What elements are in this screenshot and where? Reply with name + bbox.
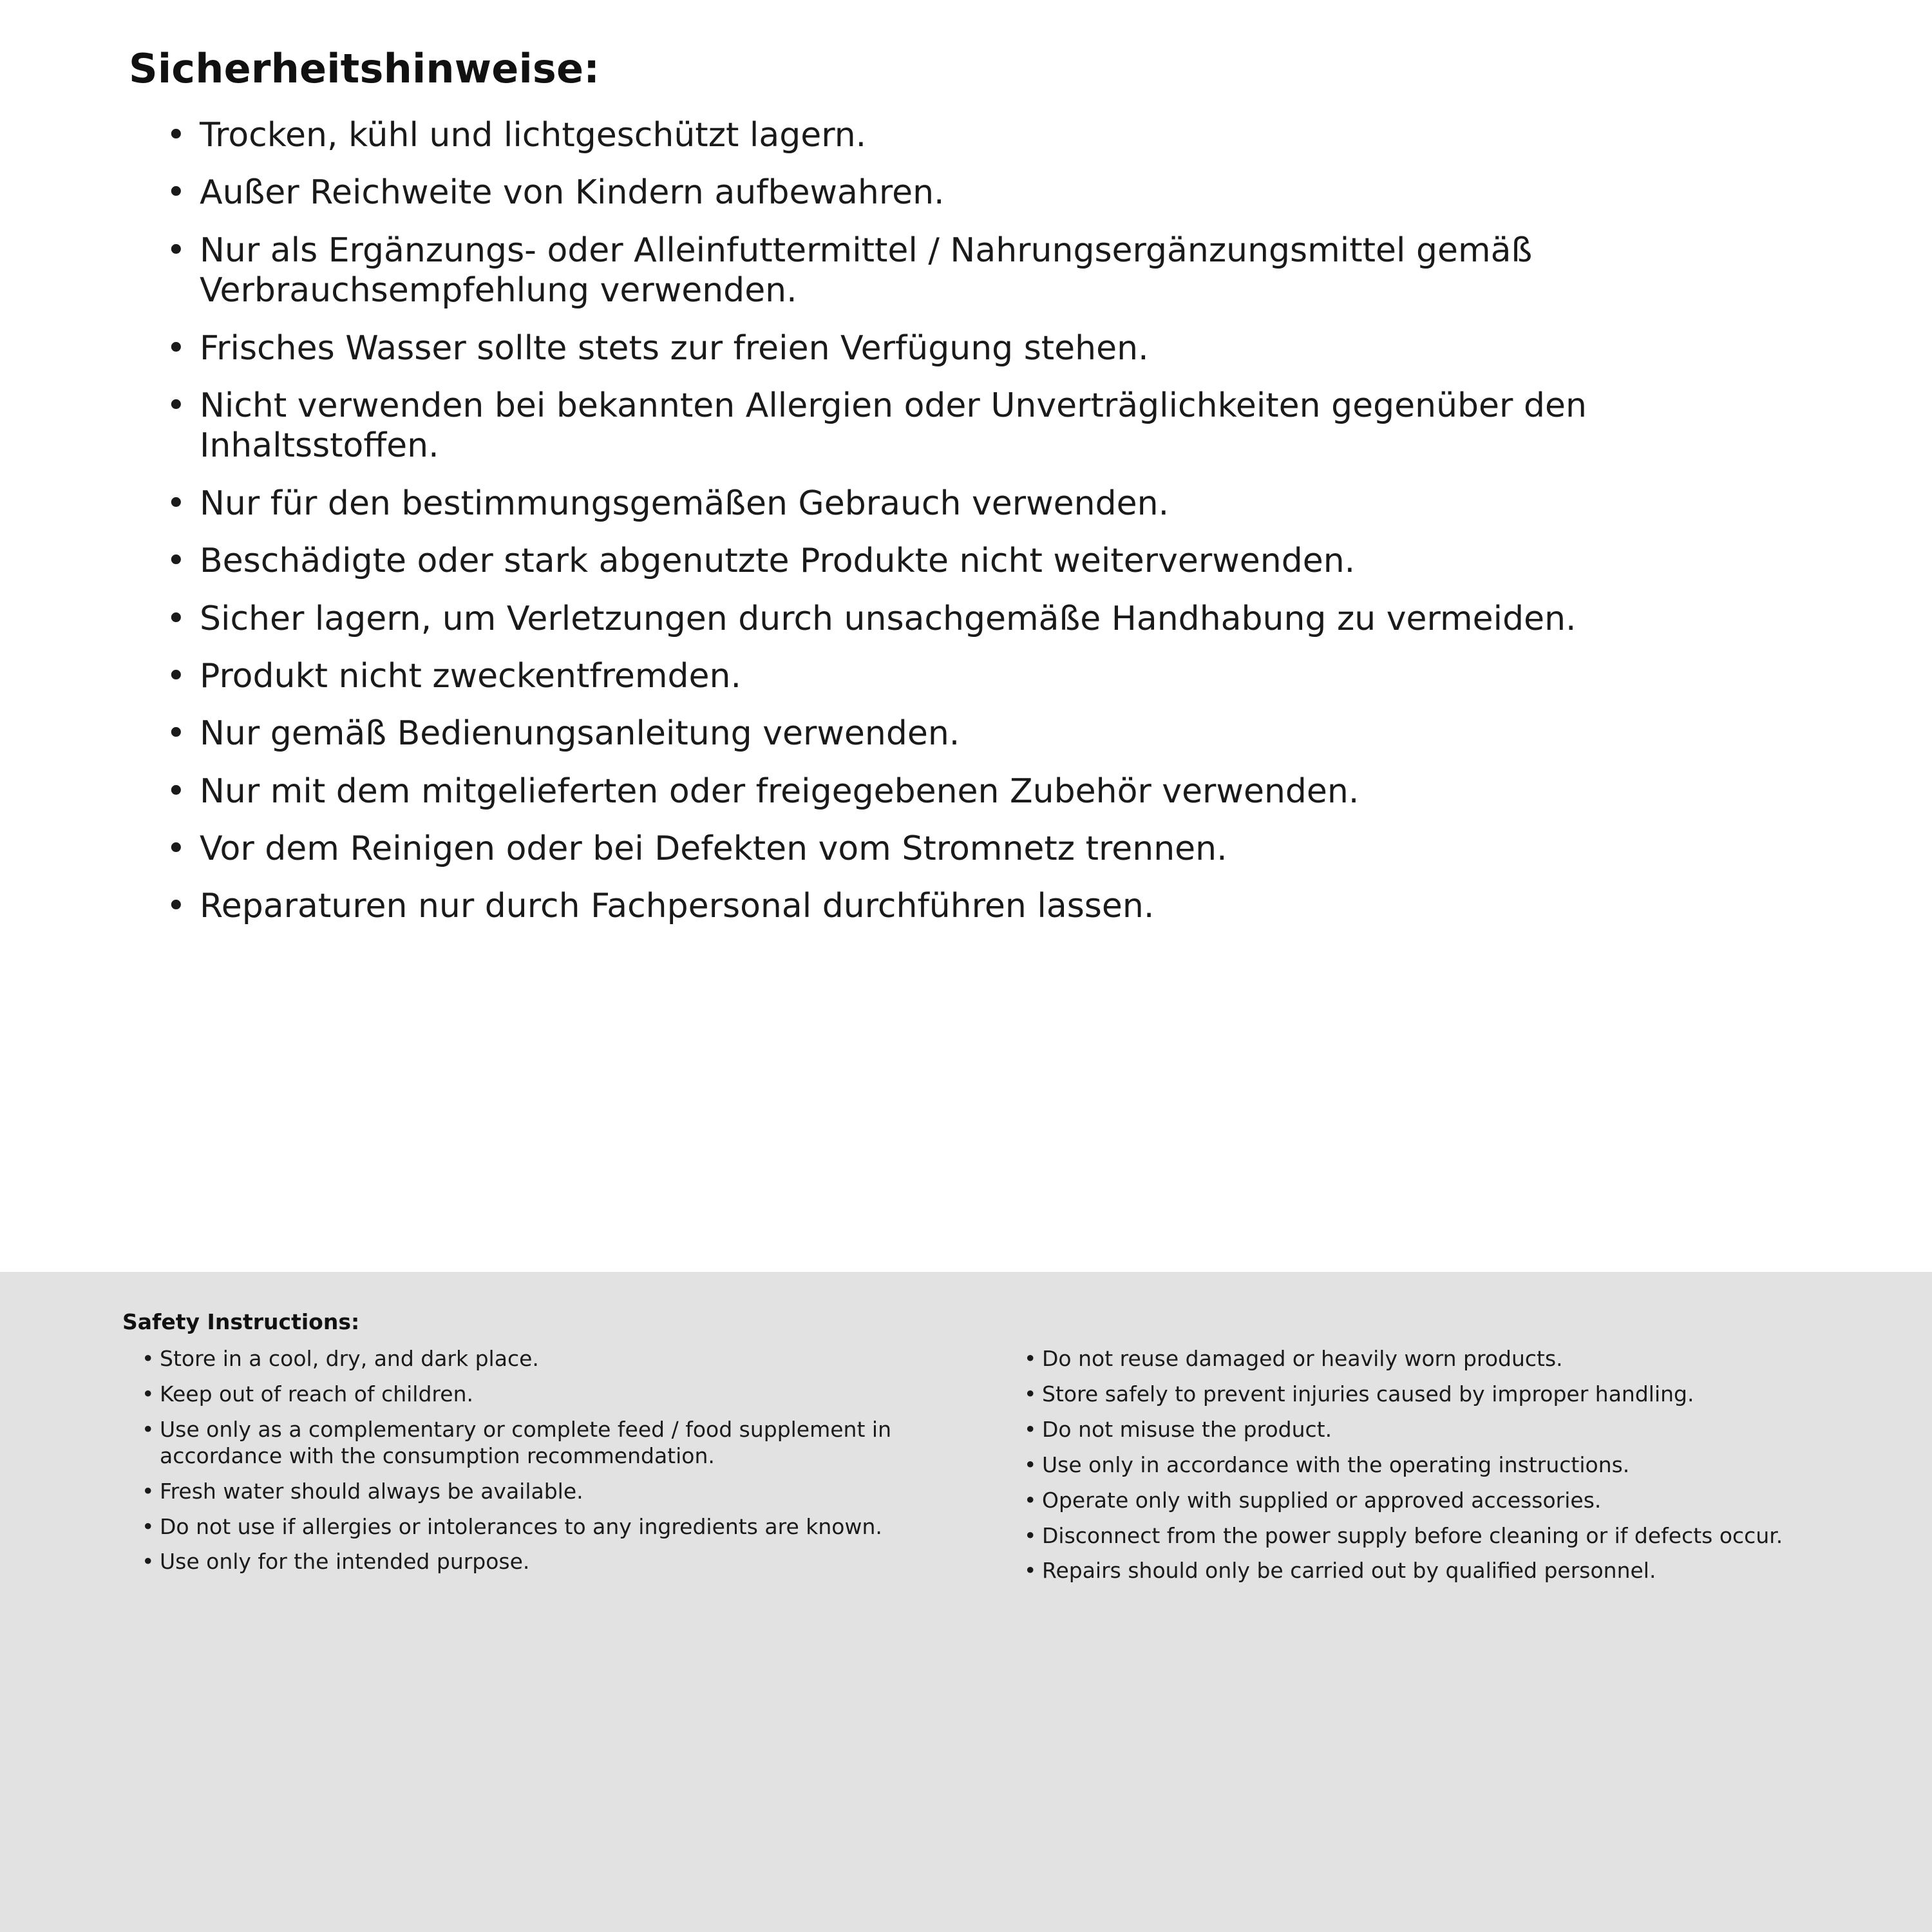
bullet-icon: • (166, 829, 186, 869)
list-item (1024, 1488, 1829, 1514)
list-item-text: Beschädigte oder stark abgenutzte Produkte nicht weiterverwenden. (200, 542, 1356, 581)
list-item (166, 173, 1823, 213)
english-safety-list (122, 1346, 1829, 1589)
list-item (166, 328, 1823, 368)
list-item-text: Vor dem Reinigen oder bei Defekten vom Stromnetz trennen. (200, 829, 1227, 869)
bullet-icon: • (166, 772, 186, 811)
list-item (166, 656, 1823, 696)
list-item (166, 231, 1823, 311)
list-item-text: Nur mit dem mitgelieferten oder freigegebenen Zubehör verwenden. (200, 772, 1359, 811)
bullet-icon: • (1024, 1487, 1037, 1513)
list-item (1024, 1346, 1829, 1372)
list-item-text: Produkt nicht zweckentfremden. (200, 656, 742, 696)
list-item (166, 829, 1823, 869)
list-item-text: Disconnect from the power supply before cleaning or if defects occur. (1042, 1522, 1783, 1548)
bullet-icon: • (142, 1381, 155, 1406)
english-section-title: Safety Instructions: (122, 1309, 360, 1334)
list-item (166, 599, 1823, 639)
list-item-text: Repairs should only be carried out by qualified personnel. (1042, 1558, 1656, 1584)
list-item-text: Fresh water should always be available. (160, 1478, 583, 1504)
bullet-icon: • (166, 656, 186, 696)
list-item (1024, 1381, 1829, 1408)
bullet-icon: • (1024, 1381, 1037, 1406)
list-item (142, 1346, 947, 1372)
list-item-text: Use only as a complementary or complete feed / food supplement in accordance with the consumption recommendation. (160, 1416, 891, 1468)
german-section-title: Sicherheitshinweise: (129, 45, 600, 92)
list-item-text: Reparaturen nur durch Fachpersonal durchführen lassen. (200, 887, 1155, 926)
list-item (166, 714, 1823, 753)
list-item (1024, 1417, 1829, 1443)
list-item (142, 1549, 947, 1575)
list-item (166, 886, 1823, 926)
bullet-icon: • (166, 116, 186, 155)
bullet-icon: • (1024, 1558, 1037, 1584)
list-item-text: Store safely to prevent injuries caused by improper handling. (1042, 1381, 1694, 1406)
bullet-icon: • (1024, 1346, 1037, 1371)
list-item (1024, 1452, 1829, 1479)
list-item-text: Do not reuse damaged or heavily worn products. (1042, 1346, 1563, 1371)
list-item-text: Nur gemäß Bedienungsanleitung verwenden. (200, 714, 960, 753)
list-item-text: Operate only with supplied or approved accessories. (1042, 1487, 1602, 1513)
list-item-text: Nur für den bestimmungsgemäßen Gebrauch verwenden. (200, 484, 1170, 523)
bullet-icon: • (166, 231, 186, 270)
list-item-text: Store in a cool, dry, and dark place. (160, 1346, 539, 1371)
list-item-text: Do not use if allergies or intolerances to any ingredients are known. (160, 1513, 882, 1539)
list-item-text: Nicht verwenden bei bekannten Allergien oder Unverträglichkeiten gegenüber den Inhaltsstoffen. (200, 386, 1587, 466)
list-item-text: Sicher lagern, um Verletzungen durch unsachgemäße Handhabung zu vermeiden. (200, 599, 1577, 638)
bullet-icon: • (166, 386, 186, 425)
bullet-icon: • (166, 599, 186, 638)
bullet-icon: • (142, 1346, 155, 1371)
german-safety-list (129, 115, 1823, 927)
bullet-icon: • (142, 1549, 155, 1575)
bullet-icon: • (166, 484, 186, 523)
list-item-text: Nur als Ergänzungs- oder Alleinfuttermittel / Nahrungsergänzungsmittel gemäß Verbrauchsempfehlung verwenden. (200, 231, 1533, 310)
bullet-icon: • (166, 542, 186, 581)
list-item-text: Keep out of reach of children. (160, 1381, 473, 1406)
list-item (142, 1514, 947, 1540)
list-item-text: Frisches Wasser sollte stets zur freien Verfügung stehen. (200, 328, 1149, 368)
list-item-text: Do not misuse the product. (1042, 1416, 1332, 1442)
bullet-icon: • (142, 1478, 155, 1504)
list-item (142, 1381, 947, 1408)
list-item-text: Use only in accordance with the operating instructions. (1042, 1452, 1630, 1477)
list-item (166, 484, 1823, 524)
bullet-icon: • (142, 1513, 155, 1539)
bullet-icon: • (1024, 1416, 1037, 1442)
english-columns (122, 1346, 1829, 1842)
list-item (1024, 1523, 1829, 1549)
list-item-text: Außer Reichweite von Kindern aufbewahren. (200, 173, 945, 213)
list-item (166, 115, 1823, 155)
bullet-icon: • (166, 887, 186, 926)
list-item-text: Use only for the intended purpose. (160, 1549, 530, 1575)
list-item (166, 386, 1823, 466)
bullet-icon: • (166, 714, 186, 753)
list-item (166, 772, 1823, 811)
bullet-icon: • (166, 328, 186, 368)
list-item (142, 1417, 947, 1470)
bullet-icon: • (166, 173, 186, 213)
bullet-icon: • (1024, 1522, 1037, 1548)
list-item (142, 1479, 947, 1505)
list-item-text: Trocken, kühl und lichtgeschützt lagern. (200, 116, 867, 155)
bullet-icon: • (142, 1416, 155, 1442)
list-item (166, 541, 1823, 581)
english-safety-section (0, 1272, 1932, 1932)
bullet-icon: • (1024, 1452, 1037, 1477)
list-item (1024, 1558, 1829, 1584)
